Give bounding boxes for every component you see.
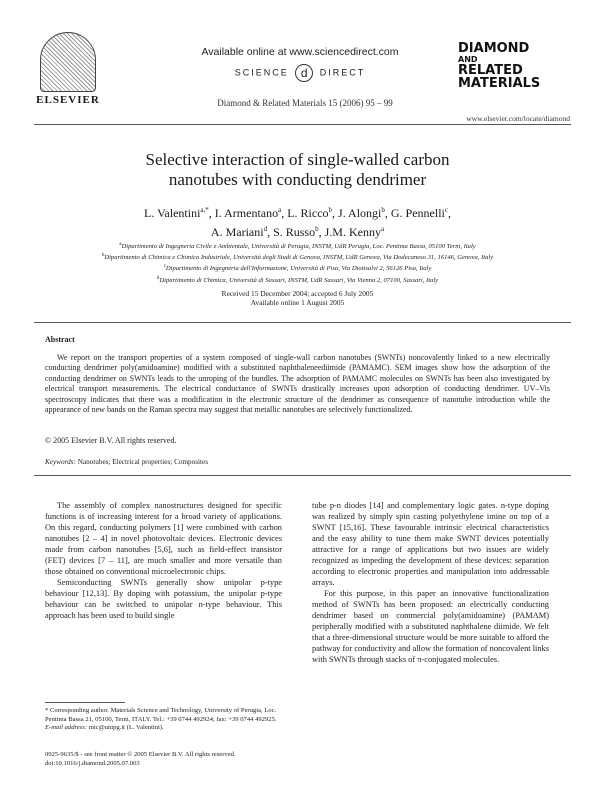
abstract-heading: Abstract <box>45 335 75 344</box>
affiliation <box>40 262 555 273</box>
header-divider <box>34 124 571 125</box>
body-paragraph: tube p-n diodes [14] and complementary logic gates. n-type doping was realized by simply spin casting polyethylene imine on top of a SWNT [15,16]. These favourable intrinsic electrical characteristics and the easy ability to tune them make SWNT devices potentially attractive for a range of applications but two issues are widely recognized as impeding the development of these devices: separation according to electronic properties and manipulation into addressable arrays. <box>312 501 549 587</box>
authors-line-1: L. Valentini$^{a,*}$, I. Armentano$^a$, L. Ricco$^b$, J. Alongi$^b$, G. Pennelli$^c$, <box>143 206 451 220</box>
journal-logo-line3: RELATED <box>458 63 523 78</box>
body-left-column <box>45 500 282 621</box>
doi-link[interactable]: doi:10.1016/j.diamond.2005.07.003 <box>45 760 140 767</box>
copyright-notice: © 2005 Elsevier B.V. All rights reserved. <box>45 436 177 445</box>
keywords <box>45 458 208 466</box>
body-paragraph: The assembly of complex nanostructures designed for specific functions is of increasing interest for a broad variety of applications. On this regard, conducting polymers [1] were combined with carbon nanotubes [2 – 4] in novel photovoltaic devices. Electronic devices made from carbon nanotubes [5,6], such as field-effect transistor (FET) devices [7 – 11], are much smaller and more versatile than those obtained on conventional microelectronic chips. <box>45 501 282 576</box>
title-line-1: Selective interaction of single-walled carbon <box>145 150 450 169</box>
affiliation <box>40 274 555 285</box>
title-line-2: nanotubes with conducting dendrimer <box>168 170 427 189</box>
affiliation-sup: d <box>156 275 160 281</box>
author-sup: b <box>328 206 333 214</box>
journal-logo <box>458 42 568 90</box>
article-title <box>60 150 535 190</box>
author-list <box>60 202 535 240</box>
affiliation-text: Dipartimento di Ingegneria dell'Informazione, Università di Pisa, Via Diotisalvi 2, 56126 Pisa, Italy <box>165 265 432 273</box>
author[interactable]: L. Ricco <box>287 206 329 220</box>
affiliation-text: Dipartimento di Chimica, Università di Sassari, INSTM, UdR Sassari, Via Vienna 2, 07100, Sassari, Italy <box>159 276 439 284</box>
author-sup: a,* <box>200 206 209 214</box>
email-line <box>45 724 282 733</box>
abstract-bottom-divider <box>34 475 571 476</box>
affiliation-sup: a <box>119 242 122 247</box>
author[interactable]: J.M. Kenny <box>324 225 381 239</box>
author[interactable]: G. Pennelli <box>390 206 445 220</box>
abstract-top-divider <box>34 322 571 323</box>
body-paragraph: Semiconducting SWNTs generally show unipolar p-type behaviour [12,13]. By doping with potassium, the unipolar p-type behaviour can be switched to unipolar n-type behaviour. This approach has been used to build single <box>45 578 282 620</box>
author-sup: a <box>380 225 385 233</box>
elsevier-logo <box>34 32 102 110</box>
available-online-banner[interactable]: Available online at www.sciencedirect.com <box>201 46 399 58</box>
sciencedirect-right: DIRECT <box>319 67 366 78</box>
journal-logo-line2: AND <box>458 55 478 64</box>
article-dates <box>150 289 445 307</box>
author-sup: d <box>263 225 268 233</box>
authors-line-2: A. Mariani$^d$, S. Russo$^b$, J.M. Kenny$^a$ <box>210 225 385 239</box>
sciencedirect-mark-icon: d <box>295 64 313 82</box>
author[interactable]: A. Mariani <box>210 225 264 239</box>
journal-logo-line1: DIAMOND <box>458 41 530 56</box>
affiliation <box>40 251 555 262</box>
email-link[interactable]: mic@unipg.it (L. Valentini). <box>88 724 164 732</box>
author[interactable]: J. Alongi <box>338 206 382 220</box>
journal-url-link[interactable]: www.elsevier.com/locate/diamond <box>466 114 570 123</box>
body-right-column <box>312 500 549 665</box>
affiliation-text: Dipartimento di Chimica e Chimica Industriale, Università degli Studi di Genova, INSTM, UdR Genova, Via Dodecaneso 31, 16146, Genova, Italy <box>104 254 494 262</box>
elsevier-tree-icon <box>40 32 96 92</box>
received-date: Received 15 December 2004; accepted 6 July 2005 <box>221 289 374 298</box>
online-date: Available online 1 August 2005 <box>250 298 345 307</box>
affiliation-sup: b <box>101 253 105 259</box>
affiliation-sup: c <box>163 264 166 270</box>
abstract-text: We report on the transport properties of a system composed of single-wall carbon nanotubes (SWNTs) noncovalently linked to a new electrically conducting dendrimer poly(amidoamine) modified with a substituted naphthaleneediimide (PAMAMC). SEM images show how the adsorption of the conducting dendrimer on SWNTs leads to the unroping of the bundles. The adsorption of PAMAMC molecules on SWNTs has been also investigated by electrical transport measurements. The electrical conductance of SWNTs drastically increases upon adsorption of conducting dendrimer. UV–Vis spectroscopy indicates that there was a modification in the electronic structure of the dendrimer as consequence of nanotube introduction while the appearance of new bands on the Raman spectra may suggest that metallic nanotubes are selectively functionalized. <box>45 353 550 415</box>
author[interactable]: S. Russo <box>273 225 316 239</box>
author-sup: b <box>315 225 319 233</box>
sciencedirect-left: SCIENCE <box>234 67 289 78</box>
affiliation <box>40 240 555 251</box>
sciencedirect-logo <box>205 64 395 82</box>
footnote-divider <box>45 702 125 703</box>
affiliation-text: Dipartimento di Ingegneria Civile e Ambientale, Università di Perugia, INSTM, UdR Perugia, Loc. Pentima Bassa, 05100 Terni, Italy <box>121 243 476 251</box>
author-sup: b <box>381 206 385 214</box>
body-paragraph: For this purpose, in this paper an innovative functionalization method of SWNTs has been proposed: an electrically conducting dendrimer based on commercial poly(amidoamine) (PAMAM) peripherally modified with a substituted naphthalene diimide. We felt that a three-dimensional structure would be more suitable to afford the pathway for conductivity and allow the formation of noncovalent links with SWNTs through stacks of π-conjugated molecules. <box>312 589 549 664</box>
journal-logo-line4: MATERIALS <box>458 76 541 91</box>
affiliation-list <box>40 240 555 285</box>
issn-block <box>45 750 305 768</box>
corresponding-text: * Corresponding author. Materials Science and Technology, University of Perugia, Loc. Pentima Bassa 21, 05100, Terni, ITALY. Tel.: +39 0744 492924; fax: +39 0744 492925. <box>45 707 277 723</box>
keywords-label: Keywords: <box>45 458 76 466</box>
author[interactable]: L. Valentini <box>143 206 201 220</box>
author-sup: c <box>444 206 448 214</box>
corresponding-author-footnote <box>45 707 282 733</box>
journal-reference: Diamond & Related Materials 15 (2006) 95 – 99 <box>217 98 393 108</box>
issn-line: 0925-9635/$ - see front matter © 2005 Elsevier B.V. All rights reserved. <box>45 751 236 758</box>
author-sup: a <box>278 206 282 214</box>
author[interactable]: I. Armentano <box>214 206 279 220</box>
publisher-name: ELSEVIER <box>36 94 100 106</box>
email-label: E-mail address: <box>45 724 88 732</box>
keywords-list: Nanotubes; Electrical properties; Composites <box>77 458 209 466</box>
